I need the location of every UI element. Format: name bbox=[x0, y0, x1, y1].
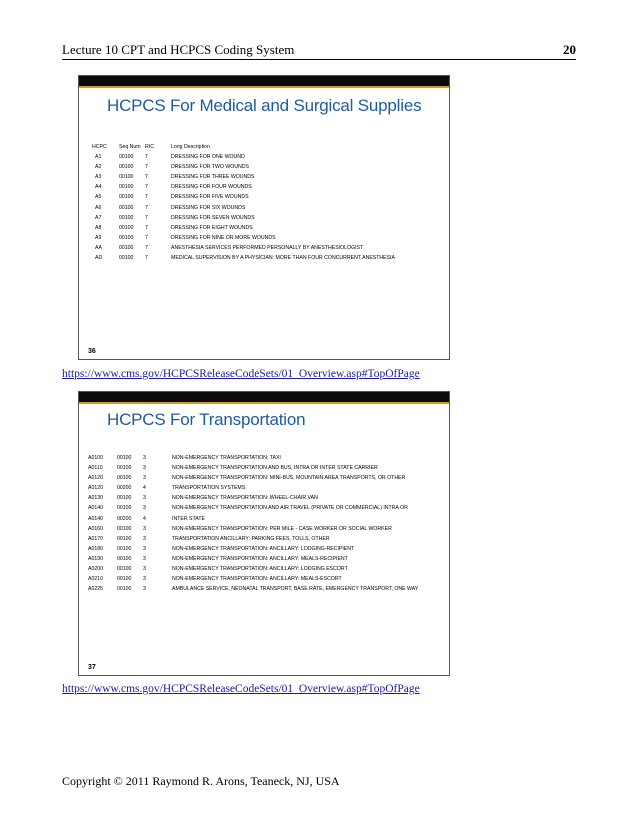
table-cell: 7 bbox=[145, 154, 148, 161]
slide-number: 36 bbox=[88, 348, 96, 355]
table-cell: 3 bbox=[143, 465, 146, 472]
table-cell: 00100 bbox=[119, 194, 134, 201]
table-cell: 00100 bbox=[119, 184, 134, 191]
table-cell: DRESSING FOR SEVEN WOUNDS bbox=[171, 214, 255, 221]
table-cell: A8 bbox=[95, 224, 102, 231]
table-cell: A7 bbox=[95, 214, 102, 221]
table-cell: A4 bbox=[95, 184, 102, 191]
table-cell: NON-EMERGENCY TRANSPORTATION: ANCILLARY: LODGING-RECIPIENT bbox=[172, 545, 355, 552]
table-cell: A0225 bbox=[88, 586, 104, 593]
slide-36 bbox=[78, 75, 450, 360]
table-cell: 00100 bbox=[119, 255, 134, 262]
table-cell: NON-EMERGENCY TRANSPORTATION: ANCILLARY: MEALS-RECIPIENT bbox=[172, 555, 348, 562]
table-row bbox=[92, 253, 395, 263]
copyright-footer: Copyright © 2011 Raymond R. Arons, Teaneck, NJ, USA bbox=[62, 774, 340, 788]
table-row bbox=[88, 554, 418, 564]
table-cell: 00100 bbox=[117, 525, 132, 532]
table-cell: 00100 bbox=[117, 576, 132, 583]
table-cell: 3 bbox=[143, 475, 146, 482]
table-cell: DRESSING FOR NINE OR MORE WOUNDS bbox=[171, 234, 276, 241]
table-cell: A0140 bbox=[88, 515, 104, 522]
table-cell: A9 bbox=[95, 234, 102, 241]
table-cell: NON-EMERGENCY TRANSPORTATION AND BUS, INTRA OR INTER STATE CARRIER bbox=[172, 465, 378, 472]
table-cell: DRESSING FOR TWO WOUNDS bbox=[171, 164, 250, 171]
table-cell: A0120 bbox=[88, 475, 104, 482]
table-cell: 7 bbox=[145, 164, 148, 171]
hcpcs-transportation-table bbox=[88, 453, 418, 594]
table-cell: 00100 bbox=[119, 214, 134, 221]
table-row bbox=[92, 203, 395, 213]
source-link[interactable]: https://www.cms.gov/HCPCSReleaseCodeSets/01_Overview.asp#TopOfPage bbox=[62, 683, 420, 695]
table-cell: 00100 bbox=[117, 465, 132, 472]
table-cell: AMBULANCE SERVICE, NEONATAL TRANSPORT, BASE RATE, EMERGENCY TRANSPORT, ONE WAY bbox=[172, 586, 419, 593]
table-cell: 4 bbox=[143, 515, 146, 522]
table-cell: DRESSING FOR ONE WOUND bbox=[171, 154, 245, 161]
slide-title: HCPCS For Medical and Surgical Supplies bbox=[107, 96, 422, 115]
table-cell: 7 bbox=[145, 174, 148, 181]
table-cell: 00100 bbox=[117, 586, 132, 593]
slide-top-bar bbox=[79, 76, 449, 88]
table-cell: 7 bbox=[145, 255, 148, 262]
table-cell: A0140 bbox=[88, 505, 104, 512]
column-header: Seq Num bbox=[119, 144, 141, 150]
table-cell: 00100 bbox=[117, 555, 132, 562]
table-cell: A1 bbox=[95, 154, 102, 161]
page-number: 20 bbox=[563, 42, 576, 57]
table-cell: A5 bbox=[95, 194, 102, 201]
table-row bbox=[88, 564, 418, 574]
table-cell: 00100 bbox=[117, 535, 132, 542]
table-cell: 3 bbox=[143, 495, 146, 502]
table-row bbox=[88, 524, 418, 534]
table-cell: 00100 bbox=[119, 224, 134, 231]
table-cell: DRESSING FOR THREE WOUNDS bbox=[171, 174, 255, 181]
table-cell: A0130 bbox=[88, 495, 104, 502]
table-cell: AA bbox=[95, 244, 102, 251]
table-row bbox=[88, 544, 418, 554]
table-header-row bbox=[92, 142, 395, 152]
table-row bbox=[92, 192, 395, 202]
table-cell: DRESSING FOR SIX WOUNDS bbox=[171, 204, 246, 211]
table-cell: MEDICAL SUPERVISION BY A PHYSICIAN: MORE THAN FOUR CONCURRENT ANESTHESIA bbox=[171, 255, 395, 262]
table-cell: 00200 bbox=[117, 485, 132, 492]
table-row bbox=[92, 243, 395, 253]
slide-number: 37 bbox=[88, 664, 96, 671]
table-cell: NON-EMERGENCY TRANSPORTATION: ANCILLARY: LODGING ESCORT bbox=[172, 566, 348, 573]
table-cell: 3 bbox=[143, 566, 146, 573]
table-cell: DRESSING FOR FIVE WOUNDS bbox=[171, 194, 249, 201]
table-row bbox=[92, 152, 395, 162]
table-cell: 3 bbox=[143, 505, 146, 512]
table-row bbox=[88, 483, 418, 493]
table-cell: 00100 bbox=[119, 174, 134, 181]
table-row bbox=[92, 182, 395, 192]
table-cell: 3 bbox=[143, 525, 146, 532]
slide-top-bar bbox=[79, 392, 449, 404]
table-cell: A0180 bbox=[88, 545, 104, 552]
table-cell: A0200 bbox=[88, 566, 104, 573]
table-cell: DRESSING FOR EIGHT WOUNDS bbox=[171, 224, 253, 231]
table-cell: 00100 bbox=[117, 495, 132, 502]
table-row bbox=[88, 584, 418, 594]
table-cell: A3 bbox=[95, 174, 102, 181]
table-cell: AD bbox=[95, 255, 103, 262]
header-divider bbox=[62, 59, 576, 60]
table-row bbox=[92, 162, 395, 172]
slide-title: HCPCS For Transportation bbox=[107, 410, 306, 429]
table-cell: A0170 bbox=[88, 535, 104, 542]
table-row bbox=[88, 473, 418, 483]
table-cell: 7 bbox=[145, 244, 148, 251]
table-cell: 4 bbox=[143, 485, 146, 492]
table-cell: 7 bbox=[145, 214, 148, 221]
table-cell: 00100 bbox=[117, 455, 132, 461]
table-cell: A0110 bbox=[88, 465, 103, 472]
table-cell: 3 bbox=[143, 455, 146, 461]
table-cell: NON-EMERGENCY TRANSPORTATION; TAXI bbox=[172, 455, 281, 461]
table-row bbox=[88, 493, 418, 503]
source-link[interactable]: https://www.cms.gov/HCPCSReleaseCodeSets/01_Overview.asp#TopOfPage bbox=[62, 368, 420, 380]
table-row bbox=[88, 534, 418, 544]
table-row bbox=[88, 503, 418, 513]
table-cell: DRESSING FOR FOUR WOUNDS bbox=[171, 184, 252, 191]
table-cell: 3 bbox=[143, 586, 146, 593]
table-row bbox=[88, 453, 418, 463]
table-cell: A0100 bbox=[88, 455, 104, 461]
header-title: Lecture 10 CPT and HCPCS Coding System bbox=[62, 42, 295, 57]
table-cell: 00100 bbox=[117, 505, 132, 512]
table-cell: NON-EMERGENCY TRANSPORTATION: PER MILE - CASE WORKER OR SOCIAL WORKER bbox=[172, 525, 392, 532]
table-cell: NON-EMERGENCY TRANSPORTATION: MINI-BUS, MOUNTAIN AREA TRANSPORTS, OR OTHER bbox=[172, 475, 406, 482]
table-cell: 3 bbox=[143, 535, 146, 542]
table-cell: 00100 bbox=[119, 154, 134, 161]
table-cell: A0210 bbox=[88, 576, 104, 583]
table-cell: 3 bbox=[143, 545, 146, 552]
table-cell: A2 bbox=[95, 164, 102, 171]
table-cell: TRANSPORTATION ANCILLARY: PARKING FEES, TOLLS, OTHER bbox=[172, 535, 330, 542]
slide-37 bbox=[78, 391, 450, 676]
table-cell: NON-EMERGENCY TRANSPORTATION: ANCILLARY: MEALS-ESCORT bbox=[172, 576, 342, 583]
table-row bbox=[92, 233, 395, 243]
column-header: Long Description bbox=[171, 144, 210, 150]
table-row bbox=[92, 172, 395, 182]
table-row bbox=[88, 514, 418, 524]
table-cell: 00100 bbox=[119, 234, 134, 241]
table-row bbox=[88, 463, 418, 473]
table-cell: 3 bbox=[143, 555, 146, 562]
column-header: HCPC bbox=[92, 144, 107, 150]
table-cell: NON-EMERGENCY TRANSPORTATION: WHEEL-CHAIR VAN bbox=[172, 495, 318, 502]
table-cell: 7 bbox=[145, 184, 148, 191]
table-row bbox=[88, 574, 418, 584]
page-header bbox=[62, 40, 576, 62]
table-cell: A0160 bbox=[88, 525, 104, 532]
table-cell: 00100 bbox=[117, 545, 132, 552]
table-row bbox=[92, 213, 395, 223]
column-header: RIC bbox=[145, 144, 154, 150]
table-cell: TRANSPORTATION SYSTEMS bbox=[172, 485, 246, 492]
table-cell: 00100 bbox=[119, 244, 134, 251]
table-cell: 00100 bbox=[119, 164, 134, 171]
table-cell: A0190 bbox=[88, 555, 104, 562]
table-cell: 00200 bbox=[117, 515, 132, 522]
table-cell: ANESTHESIA SERVICES PERFORMED PERSONALLY BY ANESTHESIOLOGIST bbox=[171, 244, 364, 251]
table-cell: A6 bbox=[95, 204, 102, 211]
table-cell: 7 bbox=[145, 204, 148, 211]
table-cell: NON-EMERGENCY TRANSPORTATION AND AIR TRAVEL (PRIVATE OR COMMERCIAL) INTRA OR bbox=[172, 505, 408, 512]
table-cell: 3 bbox=[143, 576, 146, 583]
table-cell: 00100 bbox=[117, 566, 132, 573]
table-cell: 7 bbox=[145, 194, 148, 201]
table-cell: 7 bbox=[145, 234, 148, 241]
table-cell: 00100 bbox=[117, 475, 132, 482]
table-cell: INTER STATE bbox=[172, 515, 205, 522]
table-cell: 7 bbox=[145, 224, 148, 231]
table-row bbox=[92, 223, 395, 233]
hcpcs-supplies-table bbox=[92, 142, 395, 263]
table-cell: 00100 bbox=[119, 204, 134, 211]
table-cell: A0120 bbox=[88, 485, 104, 492]
